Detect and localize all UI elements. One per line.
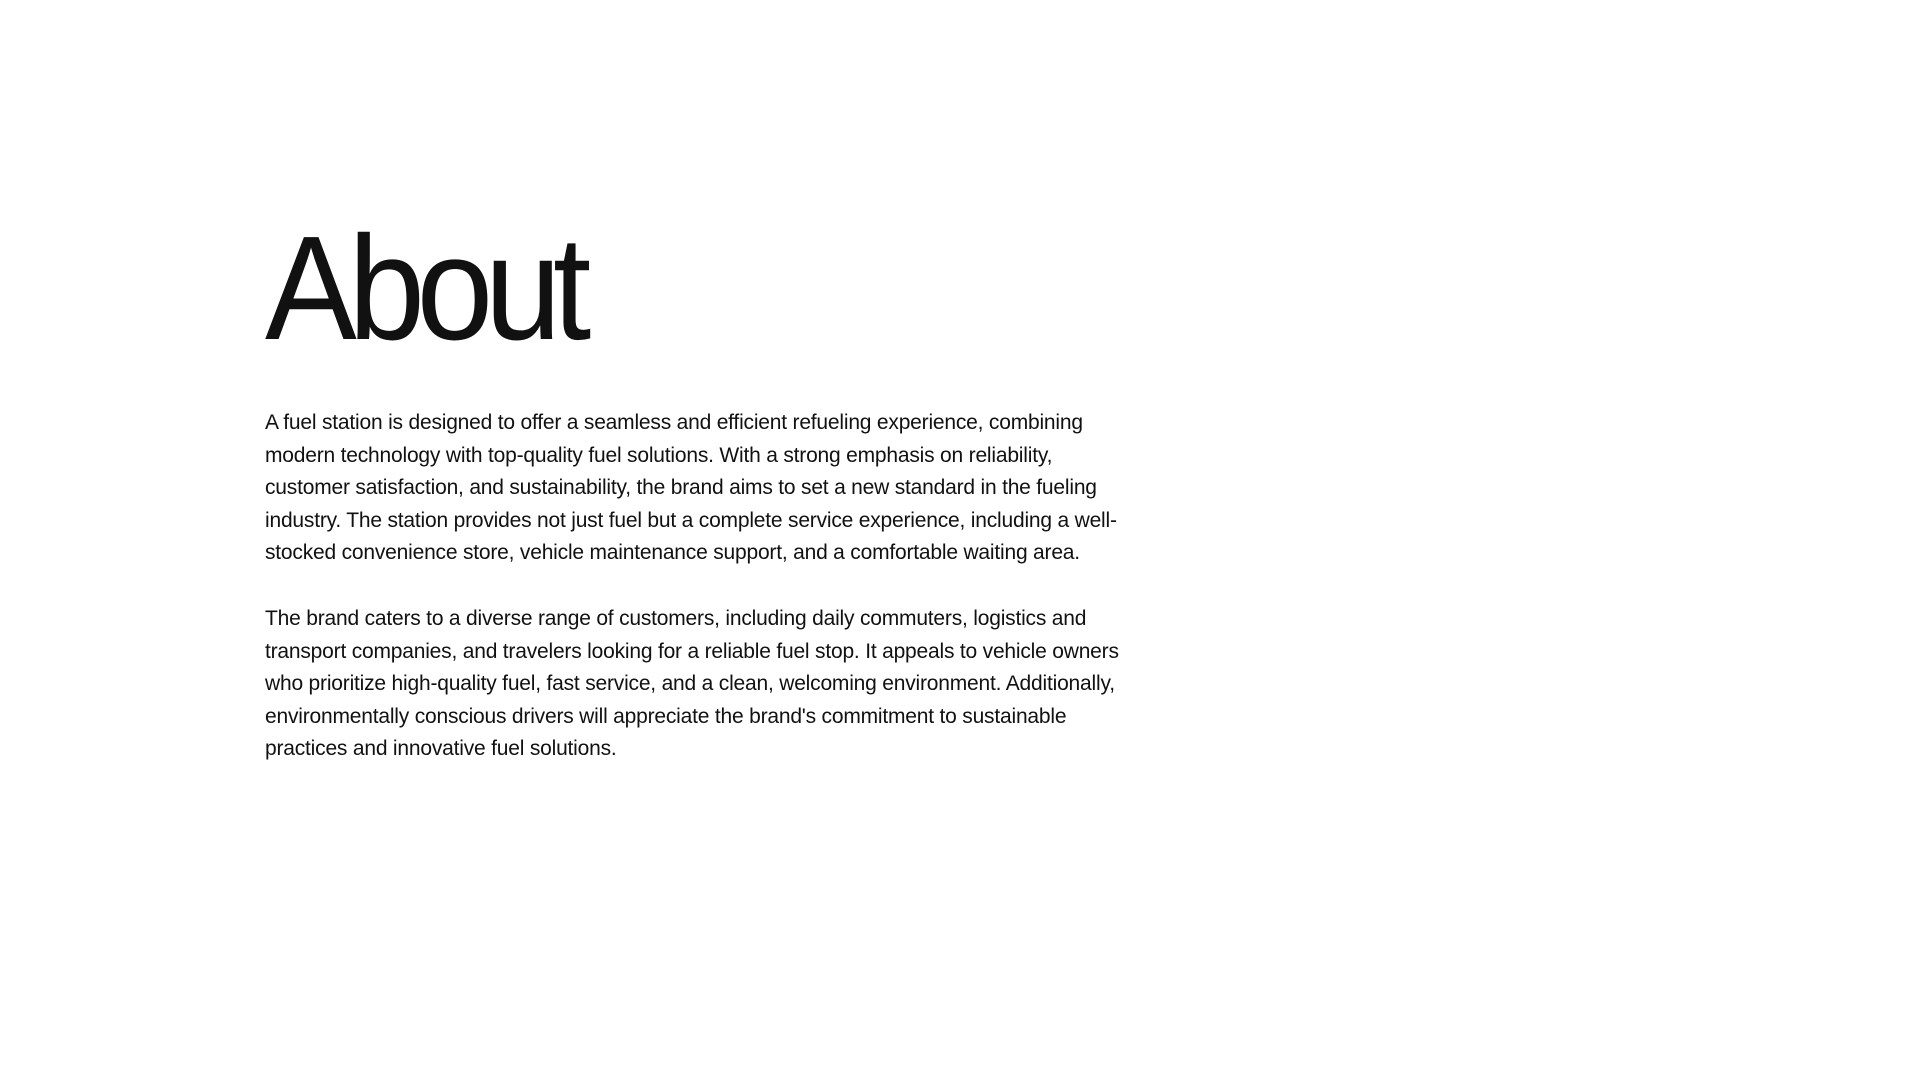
- about-section: [265, 206, 1125, 766]
- about-paragraph-1: A fuel station is designed to offer a seamless and efficient refueling experience, combining modern technology with top-quality fuel solutions. With a strong emphasis on reliability, customer satisfaction, and sustainability, the brand aims to set a new standard in the fueling industry. The station provides not just fuel but a complete service experience, including a well-stocked convenience store, vehicle maintenance support, and a comfortable waiting area.: [265, 411, 1117, 565]
- page-title: About: [265, 206, 583, 371]
- about-paragraph-2: The brand caters to a diverse range of customers, including daily commuters, logistics and transport companies, and travelers looking for a reliable fuel stop. It appeals to vehicle owners who prioritize high-quality fuel, fast service, and a clean, welcoming environment. Additionally, environmentally conscious drivers will appreciate the brand's commitment to sustainable practices and innovative fuel solutions.: [265, 606, 1119, 761]
